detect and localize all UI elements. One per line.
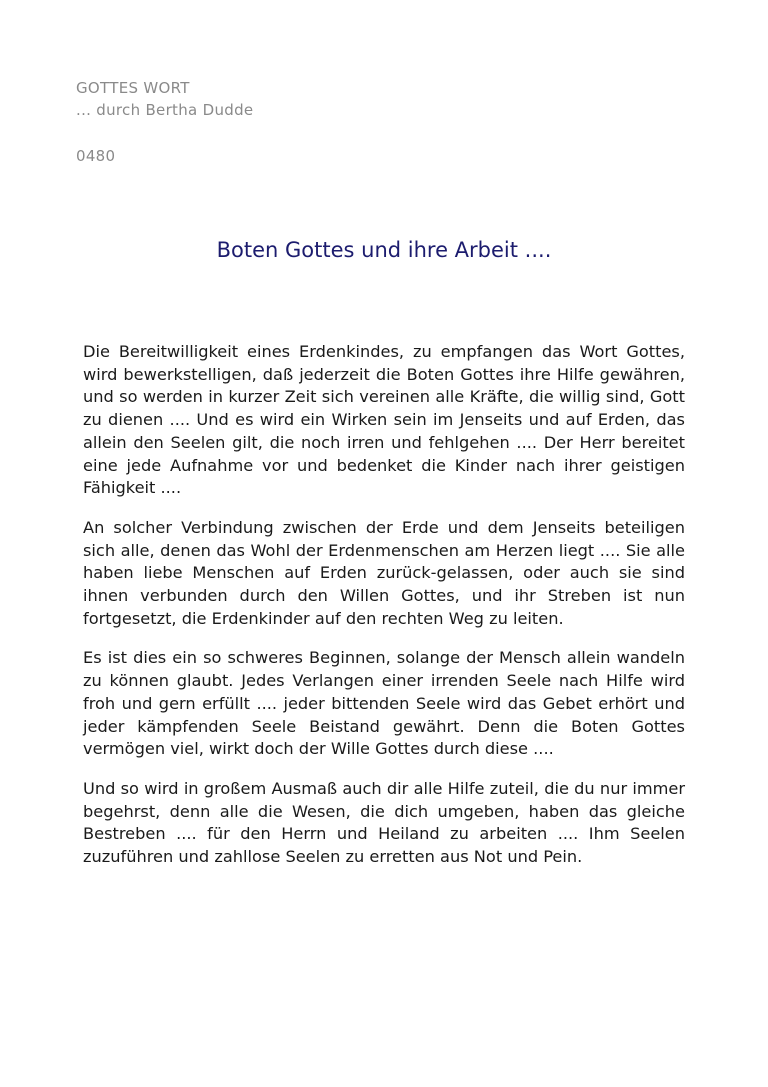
paragraph-4: Und so wird in großem Ausmaß auch dir alle Hilfe zuteil, die du nur immer begehrst, denn alle die Wesen, die dich umgeben, haben das gleiche Bestreben .... für den Herrn und Heiland zu arbeiten .... Ihm Seelen zuzuführen und zahllose Seelen zu erretten aus Not und Pein. xyxy=(83,778,685,867)
collection-title: GOTTES WORT xyxy=(76,79,190,97)
paragraph-1: Die Bereitwilligkeit eines Erdenkindes, zu empfangen das Wort Gottes, wird bewerkstelligen, daß jederzeit die Boten Gottes ihre Hilfe gewähren, und so werden in kurzer Zeit sich vereinen alle Kräfte, die willig sind, Gott zu dienen .... Und es wird ein Wirken sein im Jenseits und auf Erden, das allein den Seelen gilt, die noch irren und fehlgehen .... Der Herr bereitet eine jede Aufnahme vor und bedenket die Kinder nach ihrer geistigen Fähigkeit .... xyxy=(83,342,685,498)
author-line: ... durch Bertha Dudde xyxy=(76,101,254,119)
document-body xyxy=(83,341,685,886)
paragraph-3: Es ist dies ein so schweres Beginnen, solange der Mensch allein wandeln zu können glaubt. Jedes Verlangen einer irrenden Seele nach Hilfe wird froh und gern erfüllt .... jeder bittenden Seele wird das Gebet erhört und jeder kämpfenden Seele Beistand gewährt. Denn die Boten Gottes vermögen viel, wirkt doch der Wille Gottes durch diese .... xyxy=(83,648,685,759)
paragraph-2: An solcher Verbindung zwischen der Erde und dem Jenseits beteiligen sich alle, denen das Wohl der Erdenmenschen am Herzen liegt .... Sie alle haben liebe Menschen auf Erden zurück-gelassen, oder auch sie sind ihnen verbunden durch den Willen Gottes, und ihr Streben ist nun fortgesetzt, die Erdenkinder auf den rechten Weg zu leiten. xyxy=(83,517,685,628)
message-number: 0480 xyxy=(76,147,116,165)
document-title: Boten Gottes und ihre Arbeit .... xyxy=(216,238,552,262)
